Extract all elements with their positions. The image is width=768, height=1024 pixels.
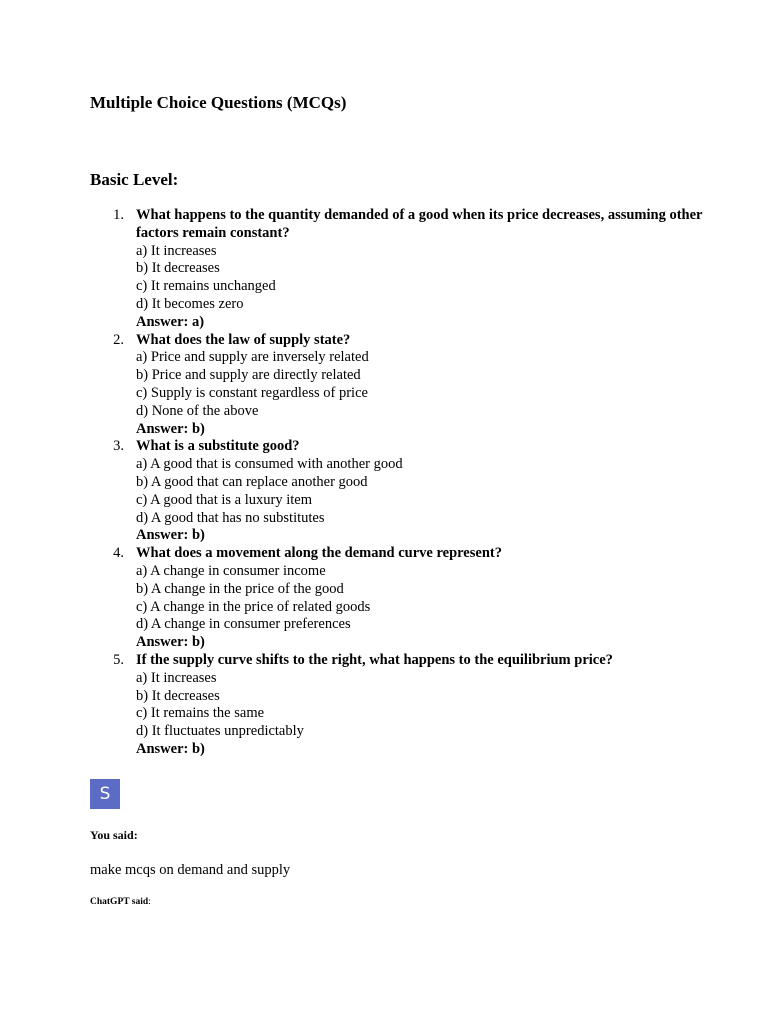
option: c) A good that is a luxury item — [136, 491, 312, 508]
question-text: If the supply curve shifts to the right, what happens to the equilibrium price? — [136, 651, 613, 668]
option: b) It decreases — [136, 260, 220, 277]
option: d) None of the above — [136, 402, 259, 419]
question-text: What does a movement along the demand curve represent? — [136, 545, 502, 562]
answer: Answer: b) — [136, 420, 205, 437]
answer: Answer: a) — [136, 313, 205, 330]
you-said-label: You said: — [90, 828, 138, 842]
user-avatar: S — [90, 779, 120, 809]
question-item-5 — [90, 652, 710, 759]
question-number: 1. — [113, 207, 124, 223]
option: c) It remains the same — [136, 705, 265, 722]
assistant-label-suffix: : — [148, 897, 151, 907]
question-list — [90, 207, 710, 759]
question-text: What happens to the quantity demanded of a good when its price decreases, assuming other factors remain constant? — [136, 207, 703, 241]
option: d) It fluctuates unpredictably — [136, 723, 304, 740]
answer: Answer: b) — [136, 527, 205, 544]
option: c) It remains unchanged — [136, 278, 276, 295]
option: b) It decreases — [136, 687, 220, 704]
option: a) A good that is consumed with another good — [136, 456, 403, 473]
answer: Answer: b) — [136, 740, 205, 757]
option: b) A good that can replace another good — [136, 473, 368, 490]
option: b) Price and supply are directly related — [136, 367, 361, 384]
question-item-2 — [90, 332, 710, 439]
document-title: Multiple Choice Questions (MCQs) — [90, 93, 347, 112]
question-number: 5. — [113, 651, 124, 668]
section-heading: Basic Level: — [90, 170, 179, 189]
option: c) Supply is constant regardless of price — [136, 384, 368, 401]
option: c) A change in the price of related goods — [136, 598, 371, 615]
option: d) A good that has no substitutes — [136, 509, 325, 526]
option: d) A change in consumer preferences — [136, 616, 351, 633]
option: a) It increases — [136, 669, 217, 686]
option: d) It becomes zero — [136, 295, 244, 312]
assistant-name: ChatGPT said — [90, 897, 149, 907]
question-item-3 — [90, 438, 710, 545]
question-number: 4. — [113, 545, 124, 562]
assistant-said-label — [90, 896, 151, 908]
option: a) A change in consumer income — [136, 562, 326, 579]
option: a) It increases — [136, 242, 217, 259]
question-text: What is a substitute good? — [136, 438, 300, 455]
question-number: 2. — [113, 331, 124, 348]
option: b) A change in the price of the good — [136, 580, 344, 597]
question-item-1 — [90, 207, 710, 332]
user-message: make mcqs on demand and supply — [90, 862, 291, 878]
question-number: 3. — [113, 438, 124, 455]
question-text: What does the law of supply state? — [136, 331, 351, 348]
option: a) Price and supply are inversely related — [136, 349, 369, 366]
question-item-4 — [90, 545, 710, 652]
answer: Answer: b) — [136, 634, 205, 651]
